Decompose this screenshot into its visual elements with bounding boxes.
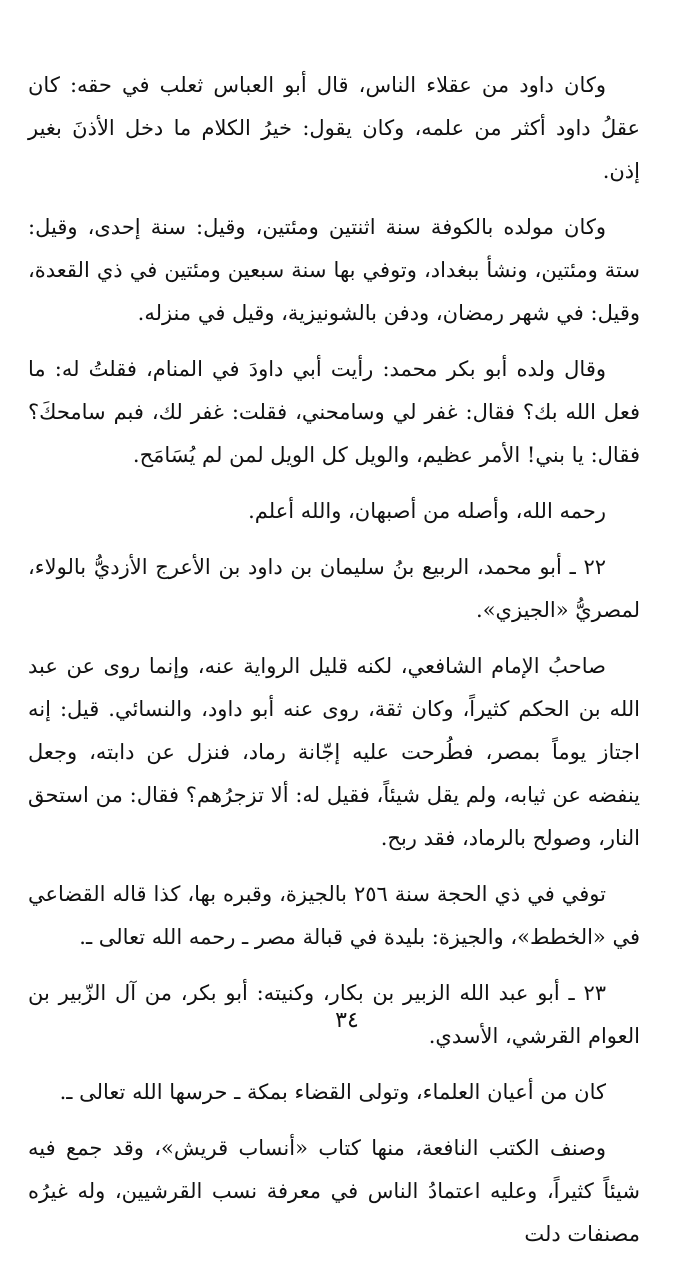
paragraph-2: وكان مولده بالكوفة سنة اثنتين ومئتين، وقيل: سنة إحدى، وقيل: ستة ومئتين، ونشأ ببغداد، وتوفي بها سنة سبعين ومئتين في ذي القعدة، وقيل: في شهر رمضان، ودفن بالشونيزية، وقيل في منزله.: [28, 215, 640, 325]
paragraph-8-entry-23-heading: ٢٣ ـ أبو عبد الله الزبير بن بكار، وكنيته: أبو بكر، من آل الزّبير بن العوام القرشي، الأسدي.: [28, 981, 640, 1048]
paragraph-4: رحمه الله، وأصله من أصبهان، والله أعلم.: [248, 499, 606, 523]
paragraph-5-entry-22-heading: ٢٢ ـ أبو محمد، الربيع بنُ سليمان بن داود بن الأعرج الأزديُّ بالولاء، لمصريُّ «الجيزي».: [28, 555, 640, 622]
paragraph-9: كان من أعيان العلماء، وتولى القضاء بمكة ـ حرسها الله تعالى ـ.: [59, 1080, 606, 1104]
page-number: ٣٤: [335, 1008, 359, 1033]
paragraph-10: وصنف الكتب النافعة، منها كتاب «أنساب قريش»، وقد جمع فيه شيئاً كثيراً، وعليه اعتمادُ الناس في معرفة نسب القرشيين، وله غيرُه مصنفات دلت: [28, 1136, 640, 1246]
paragraph-3: وقال ولده أبو بكر محمد: رأيت أبي داودَ في المنام، فقلتُ له: ما فعل الله بك؟ فقال: غفر لي وسامحني، فقلت: غفر لك، فبم سامحكَ؟ فقال: يا بني! الأمر عظيم، والويل كل الويل لمن لم يُسَامَح.: [28, 357, 640, 467]
paragraph-7: توفي في ذي الحجة سنة ٢٥٦ بالجيزة، وقبره بها، كذا قاله القضاعي في «الخطط»، والجيزة: بليدة في قبالة مصر ـ رحمه الله تعالى ـ.: [28, 882, 640, 949]
paragraph-6: صاحبُ الإمام الشافعي، لكنه قليل الرواية عنه، وإنما روى عن عبد الله بن الحكم كثيراً، وكان ثقة، روى عنه أبو داود، والنسائي. قيل: إنه اجتاز يوماً بمصر، فطُرحت عليه إجّانة رماد، فنزل عن دابته، وجعل ينفضه عن ثيابه، ولم يقل شيئاً، فقيل له: ألا تزجرُهم؟ فقال: من استحق النار، وصولح بالرماد، فقد ربح.: [28, 654, 640, 850]
paragraph-1: وكان داود من عقلاء الناس، قال أبو العباس ثعلب في حقه: كان عقلُ داود أكثر من علمه، وكان يقول: خيرُ الكلام ما دخل الأذنَ بغير إذن.: [28, 73, 640, 183]
page-body: [28, 64, 640, 1269]
